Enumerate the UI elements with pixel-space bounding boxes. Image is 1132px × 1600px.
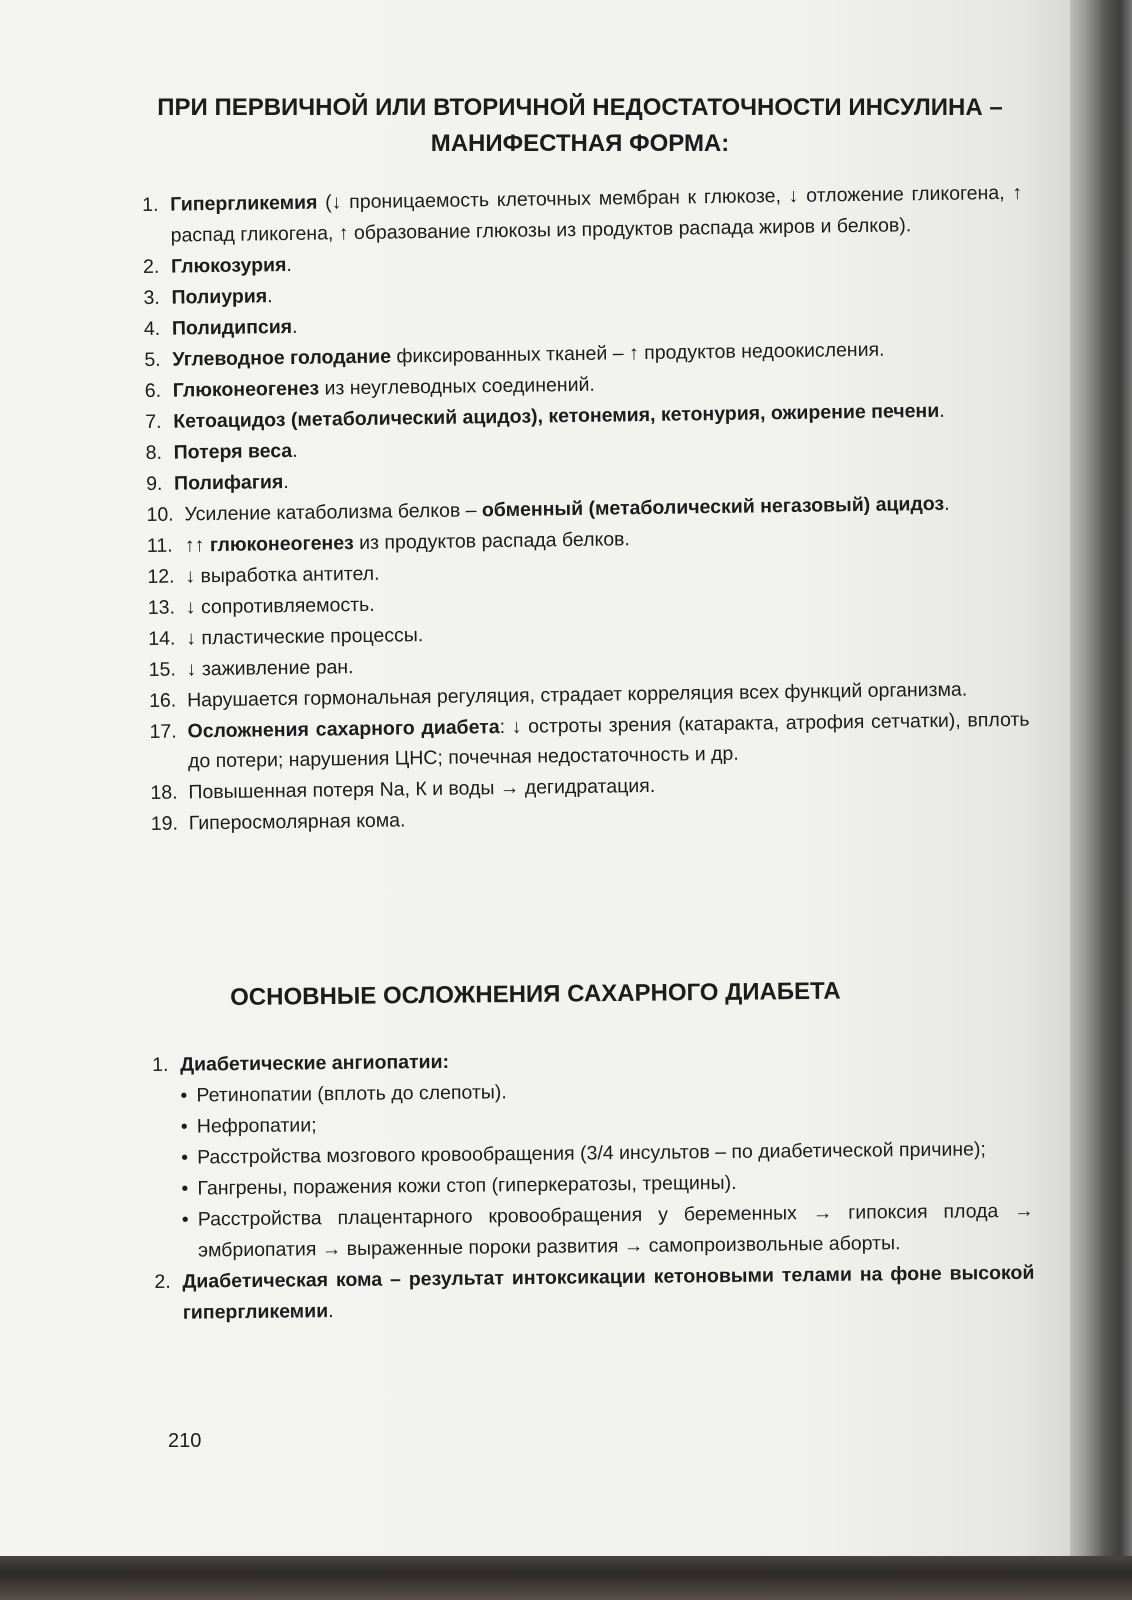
list-item: 16. Нарушается гормональная регуляция, страдает корреляция всех функций организма. bbox=[148, 678, 968, 712]
list-item: 5. Углеводное голодание фиксированных тканей – ↑ продуктов недоокисления. bbox=[144, 338, 885, 371]
sub-list-item: • Расстройства мозгового кровообращения (3/4 инсультов – по диабетической причине); bbox=[181, 1138, 986, 1169]
list-item: 12. ↓ выработка антител. bbox=[147, 562, 380, 588]
list-item: 2. Диабетическая кома – результат интоксикации кетоновыми телами на фоне высокой гипергликемии. bbox=[154, 1261, 1035, 1324]
list-item: 7. Кетоацидоз (метаболический ацидоз), кетонемия, кетонурия, ожирение печени. bbox=[145, 399, 945, 433]
list-item: 9. Полифагия. bbox=[145, 470, 289, 495]
page-number: 210 bbox=[168, 1430, 202, 1452]
sub-list bbox=[180, 1072, 1034, 1267]
complications-list bbox=[152, 1041, 1035, 1329]
list-item: 1. Диабетические ангиопатии: • Ретинопатии (вплоть до слепоты). • Нефропатии; • Расстройства мозгового кровообращения (3/4 инсультов – по диабетической причине); • Гангрены, поражения кожи стоп (гиперкератозы, трещины). • Расстройства плацентарного кровообращения у беременных → гипоксия плода → эмбриопатия → выраженные пороки развития → самопроизвольные аборты. bbox=[152, 1041, 1034, 1267]
sub-list-item: • Нефропатии; bbox=[180, 1114, 317, 1138]
section-title: ПРИ ПЕРВИЧНОЙ ИЛИ ВТОРИЧНОЙ НЕДОСТАТОЧНОСТИ ИНСУЛИНА – МАНИФЕСТНАЯ ФОРМА: bbox=[157, 94, 1003, 157]
list-item: 19. Гиперосмолярная кома. bbox=[150, 809, 406, 835]
sub-list-item: • Ретинопатии (вплоть до слепоты). bbox=[180, 1081, 507, 1107]
list-item: 4. Полидипсия. bbox=[143, 315, 298, 340]
sub-list-item: • Гангрены, поражения кожи стоп (гиперкератозы, трещины). bbox=[181, 1171, 737, 1200]
list-item: 17. Осложнения сахарного диабета: ↓ остроты зрения (катаракта, атрофия сетчатки), вплоть до потери; нарушения ЦНС; почечная недостаточность и др. bbox=[149, 708, 1030, 773]
list-item: 15. ↓ заживление ран. bbox=[148, 655, 354, 681]
list-item: 10. Усиление катаболизма белков – обменный (метаболический негазовый) ацидоз. bbox=[146, 492, 950, 526]
list-item: 13. ↓ сопротивляемость. bbox=[147, 593, 375, 619]
list-item: 18. Повышенная потеря Na, К и воды → дегидратация. bbox=[150, 774, 656, 804]
list-item: 11. ↑↑ глюконеогенез из продуктов распада белков. bbox=[146, 527, 631, 557]
page-bottom-edge bbox=[0, 1556, 1132, 1600]
complications-title: ОСНОВНЫЕ ОСЛОЖНЕНИЯ САХАРНОГО ДИАБЕТА bbox=[230, 977, 841, 1011]
list-item: 1. Гипергликемия (↓ проницаемость клеточных мембран к глюкозе, ↓ отложение гликогена, ↑ распад гликогена, ↑ образование глюкозы из продуктов распада жиров и белков). bbox=[142, 181, 1023, 247]
manifest-form-list bbox=[142, 178, 1031, 840]
book-spine bbox=[1070, 0, 1132, 1600]
list-item: 6. Глюконеогенез из неуглеводных соединений. bbox=[144, 373, 595, 402]
sub-list-item: • Расстройства плацентарного кровообращения у беременных → гипоксия плода → эмбриопатия → выраженные пороки развития → самопроизвольные аборты. bbox=[181, 1199, 1034, 1262]
list-item: 2. Глюкозурия. bbox=[142, 253, 292, 278]
list-item: 3. Полиурия. bbox=[143, 284, 273, 309]
list-item: 8. Потеря веса. bbox=[145, 439, 298, 464]
list-item: 14. ↓ пластические процессы. bbox=[148, 623, 424, 650]
